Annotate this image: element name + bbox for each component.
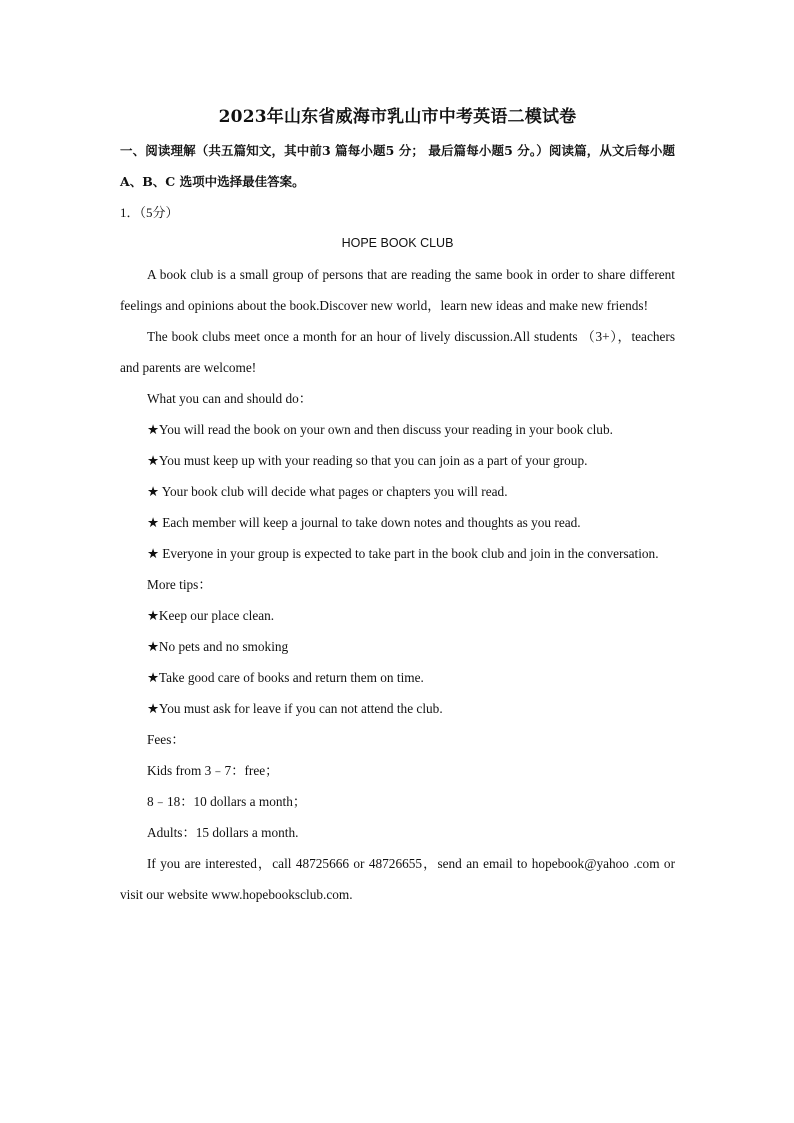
rules-heading: What you can and should do： — [147, 391, 313, 406]
fee-item: 8﹣18：10 dollars a month； — [147, 794, 307, 809]
rule-item: ★ Everyone in your group is expected to take part in the book club and join in the conversation. — [147, 546, 659, 561]
tip-item: ★Take good care of books and return them on time. — [147, 670, 424, 685]
fee-item: Adults：15 dollars a month. — [147, 825, 299, 840]
passage-title: HOPE BOOK CLUB — [341, 236, 454, 250]
tip-item: ★Keep our place clean. — [147, 608, 275, 623]
rule-item: ★You must keep up with your reading so that you can join as a part of your group. — [147, 453, 588, 468]
passage-meeting: The book clubs meet once a month for an hour of lively discussion.All students （3+），teachers and parents are welcome! — [120, 329, 675, 375]
page-title: 2023年山东省威海市乳山市中考英语二模试卷 — [218, 107, 577, 127]
fees-heading: Fees： — [147, 732, 185, 747]
rule-item: ★ Your book club will decide what pages or chapters you will read. — [147, 484, 508, 499]
passage-intro: A book club is a small group of persons that are reading the same book in order to share different feelings and opinions about the book.Discover new world，learn new ideas and make new friends! — [120, 267, 675, 313]
tips-heading: More tips： — [147, 577, 212, 592]
document-page — [120, 100, 675, 910]
tip-item: ★You must ask for leave if you can not attend the club. — [147, 701, 443, 716]
rule-item: ★ Each member will keep a journal to take down notes and thoughts as you read. — [147, 515, 581, 530]
tip-item: ★No pets and no smoking — [147, 639, 289, 654]
contact-info: If you are interested，call 48725666 or 48726655，send an email to hopebook@yahoo .com or visit our website www.hopebooksclub.com. — [120, 856, 675, 902]
fee-item: Kids from 3﹣7：free； — [147, 763, 279, 778]
section-heading: 一、阅读理解（共五篇知文，其中前3 篇每小题5 分； 最后篇每小题5 分。）阅读篇，从文后每小题A、B、C 选项中选择最佳答案。 — [120, 143, 675, 189]
rule-item: ★You will read the book on your own and then discuss your reading in your book club. — [147, 422, 613, 437]
question-number: 1．（5分） — [120, 205, 179, 220]
